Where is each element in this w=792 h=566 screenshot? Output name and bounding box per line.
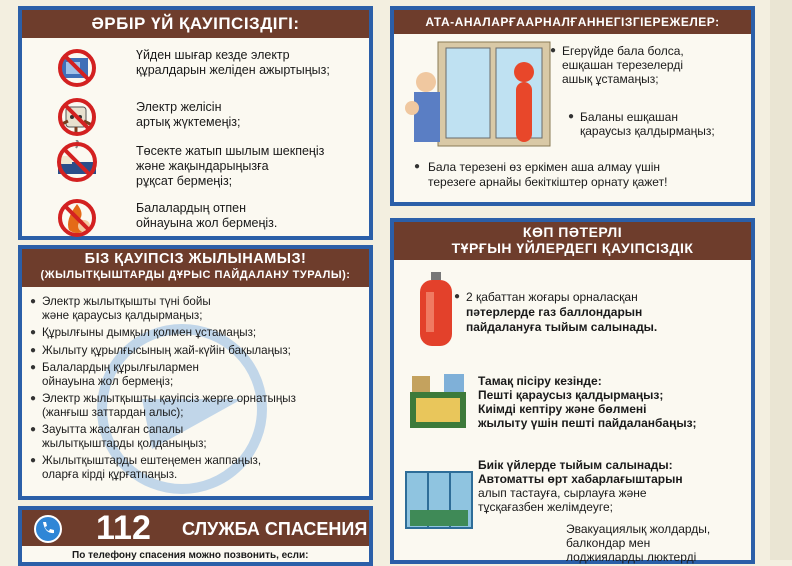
heater-safety-panel bbox=[18, 245, 373, 500]
heater-safety-title bbox=[22, 249, 369, 287]
list-item-text: лоджияларды люктерді bbox=[566, 550, 697, 564]
apartment-safety-title-line1: КӨП ПӘТЕРЛІ bbox=[522, 224, 623, 240]
list-item-heading: Биік үйлерде тыйым салынады: bbox=[478, 458, 673, 472]
apartment-safety-panel bbox=[390, 218, 755, 564]
home-safety-panel bbox=[18, 6, 373, 240]
list-item-text: рұқсат бермеңіз; bbox=[136, 174, 233, 188]
list-item-text: Төсекте жатып шылым шекпеңіз bbox=[136, 144, 325, 158]
list-item-text: Электр жылытқышты қауіпсіз жерге орнатыңыз bbox=[42, 392, 296, 405]
window-illustration bbox=[404, 38, 554, 150]
list-item-text: Бала терезені өз еркімен аша алмау үшін bbox=[428, 160, 661, 174]
list-item-text: терезеге арнайы бекіткіштер орнату қажет! bbox=[428, 175, 668, 189]
list-item-text: пәтерлерде газ баллондарын bbox=[466, 305, 643, 319]
list-item-text: Үйден шығар кезде электр bbox=[136, 48, 290, 62]
list-item-text: Пешті қараусыз қалдырмаңыз; bbox=[478, 388, 664, 402]
list-item-text: ойнауына жол бермеңіз. bbox=[136, 216, 278, 230]
rescue-service-panel bbox=[18, 506, 373, 566]
list-item-text: 2 қабаттан жоғары орналасқан bbox=[466, 290, 638, 304]
list-item-text: қараусыз қалдырмаңыз; bbox=[580, 124, 715, 138]
rescue-number: 112 bbox=[96, 509, 151, 547]
list-item-text: және қараусыз қалдырмаңыз; bbox=[42, 308, 203, 322]
phone-icon bbox=[34, 515, 62, 543]
list-item bbox=[478, 458, 683, 514]
list-item-text: жылытқыштарды қолданыңыз; bbox=[42, 436, 207, 450]
unplug-appliance-prohibited-icon bbox=[52, 48, 102, 88]
list-item-text: оларға кірді құрғатпаңыз. bbox=[42, 467, 178, 481]
apartment-safety-title-line2: ТҰРҒЫН ҮЙЛЕРДЕГІ ҚАУІПСІЗДІК bbox=[451, 240, 694, 256]
list-item-text: Автоматты өрт хабарлағыштарын bbox=[478, 472, 683, 486]
heater-safety-title-sub: (ЖЫЛЫТҚЫШТАРДЫ ДҰРЫС ПАЙДАЛАНУ ТУРАЛЫ): bbox=[40, 269, 351, 281]
socket-overload-prohibited-icon bbox=[52, 97, 102, 137]
high-rise-window-icon bbox=[404, 470, 474, 530]
list-item: ● Жылыту құрылғысының жай-күйін бақылаңыз; bbox=[30, 343, 291, 357]
list-item bbox=[478, 374, 697, 430]
heater-safety-title-main: БІЗ ҚАУІПСІЗ ЖЫЛЫНАМЫЗ! bbox=[84, 251, 307, 267]
list-item-text: тұсқағазбен желімдеуге; bbox=[478, 500, 613, 514]
list-item bbox=[52, 142, 324, 189]
list-item-text: ешқашан терезелерді bbox=[562, 58, 683, 72]
list-item-text: Жылыту құрылғысының жай-күйін бақылаңыз; bbox=[42, 343, 291, 357]
list-item-text: Электр жылытқышты түні бойы bbox=[42, 295, 211, 308]
list-item-text: Электр желісін bbox=[136, 100, 222, 114]
list-item: ● Баланы ешқашан қараусыз қалдырмаңыз; bbox=[568, 110, 715, 138]
list-item bbox=[52, 48, 330, 88]
list-item-text: Егерүйде бала болса, bbox=[562, 44, 684, 58]
list-item: ● Бала терезені өз еркімен аша алмау үшін терезеге арнайы бекіткіштер орнату қажет! bbox=[414, 160, 668, 189]
list-item: ● Жылытқыштарды ештеңемен жаппаңыз, оларға кірді құрғатпаңыз. bbox=[30, 454, 262, 481]
list-item: ● Электр жылытқышты қауіпсіз жерге орнатыңыз (жанғыш заттардан алыс); bbox=[30, 392, 296, 419]
right-page-edge bbox=[770, 0, 792, 560]
list-item-text: Баланы ешқашан bbox=[580, 110, 678, 124]
list-item: ● Құрылғыны дымқыл қолмен ұстамаңыз; bbox=[30, 326, 257, 339]
list-item-text: (жанғыш заттардан алыс); bbox=[42, 405, 184, 419]
list-item-text: Балалардың отпен bbox=[136, 201, 246, 215]
list-item-text: құралдарын желіден ажыртыңыз; bbox=[136, 63, 330, 77]
list-item: ● 2 қабаттан жоғары орналасқан пәтерлерде газ баллондарын пайдалануға тыйым салынады. bbox=[454, 290, 658, 334]
exclamation-mascot-icon bbox=[516, 82, 532, 142]
list-item-text: пайдалануға тыйым салынады. bbox=[466, 320, 658, 334]
list-item-text: Эвакуациялық жолдарды, bbox=[566, 522, 711, 536]
home-safety-title: ӘРБІР ҮЙ ҚАУІПСІЗДІГІ: bbox=[22, 10, 369, 38]
rescue-title: СЛУЖБА СПАСЕНИЯ bbox=[182, 519, 368, 539]
list-item bbox=[52, 198, 277, 238]
list-item-text: Балалардың құрылғылармен bbox=[42, 361, 199, 374]
list-item-text: Жылытқыштарды ештеңемен жаппаңыз, bbox=[42, 454, 262, 467]
list-item-text: жылыту үшін пешті пайдаланбаңыз; bbox=[478, 416, 697, 430]
parents-rules-title: АТА-АНАЛАРҒААРНАЛҒАННЕГІЗГІЕРЕЖЕЛЕР: bbox=[394, 10, 751, 34]
parents-rules-panel bbox=[390, 6, 755, 206]
list-item: ● Балалардың құрылғылармен ойнауына жол бермеңіз; bbox=[30, 361, 199, 388]
no-children-fire-play-icon bbox=[52, 198, 102, 238]
list-item-text: алып тастауға, сырлауға және bbox=[478, 486, 647, 500]
gas-cylinder-icon bbox=[416, 272, 456, 348]
rescue-footer: По телефону спасения можно позвонить, если: bbox=[72, 550, 309, 561]
list-item bbox=[52, 97, 240, 137]
list-item-heading: Тамақ пісіру кезінде: bbox=[478, 374, 602, 388]
list-item: ● Егерүйде бала болса, ешқашан терезелерді ашық ұстамаңыз; bbox=[550, 44, 684, 86]
list-item: ● Зауытта жасалған сапалы жылытқыштарды қолданыңыз; bbox=[30, 423, 207, 450]
list-item-text: ойнауына жол бермеңіз; bbox=[42, 374, 174, 388]
kitchen-stove-icon bbox=[406, 372, 470, 430]
no-smoking-in-bed-icon bbox=[52, 142, 102, 182]
list-item-text: балкондар мен bbox=[566, 536, 651, 550]
list-item: ● Электр жылытқышты түні бойы және қараусыз қалдырмаңыз; bbox=[30, 295, 211, 322]
list-item-text: және жақындарыңызға bbox=[136, 159, 269, 173]
list-item-text: Құрылғыны дымқыл қолмен ұстамаңыз; bbox=[42, 326, 257, 339]
apartment-safety-title bbox=[394, 222, 751, 260]
list-item-text: Зауытта жасалған сапалы bbox=[42, 423, 184, 436]
heater-rules-list bbox=[30, 295, 363, 485]
list-item-text: ашық ұстамаңыз; bbox=[562, 72, 659, 86]
list-item-text: артық жүктемеңіз; bbox=[136, 115, 241, 129]
list-item bbox=[566, 522, 710, 564]
list-item-text: Киімді кептіру және бөлмені bbox=[478, 402, 647, 416]
